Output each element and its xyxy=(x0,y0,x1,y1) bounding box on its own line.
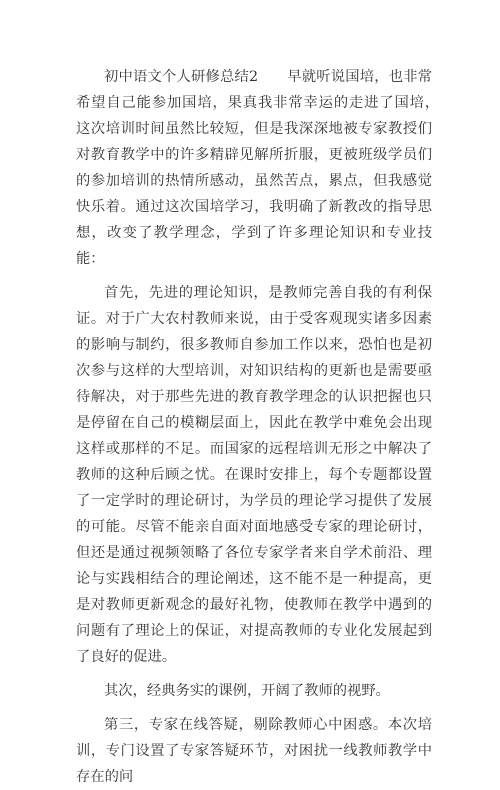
document-body xyxy=(76,64,447,790)
paragraph-first-point: 首先，先进的理论知识，是教师完善自我的有利保证。对于广大农村教师来说，由于受客观现实诸多因素的影响与制约，很多教师自参加工作以来，恐怕也是初次参与这样的大型培训，对知识结构的更新也是需要亟待解决，对于那些先进的教育教学理念的认识把握也只是停留在自己的模糊层面上，因此在教学中难免会出现这样或那样的不足。而国家的远程培训无形之中解决了教师的这种后顾之忧。在课时安排上，每个专题都设置了一定学时的理论研讨，为学员的理论学习提供了发展的可能。尽管不能亲自面对面地感受专家的理论研讨，但还是通过视频领略了各位专家学者来自学术前沿、理论与实践相结合的理论阐述，这不能不是一种提高，更是对教师更新观念的最好礼物，使教师在教学中遇到的问题有了理论上的保证，对提高教师的专业化发展起到了良好的促进。 xyxy=(76,285,432,665)
paragraph-second-point: 其次，经典务实的课例，开阔了教师的视野。 xyxy=(104,683,390,699)
paragraph-third-point: 第三，专家在线答疑，剔除教师心中困惑。本次培训，专门设置了专家答疑环节，对困扰一线教师教学中存在的问 xyxy=(76,717,432,785)
paragraph-intro: 初中语文个人研修总结2 早就听说国培，也非常希望自己能参加国培，果真我非常幸运的走进了国培， 这次培训时间虽然比较短，但是我深深地被专家教授们对教育教学中的许多精辟见解所折服，更被班级学员们的参加培训的热情所感动，虽然苦点，累点，但我感觉快乐着。通过这次国培学习，我明确了新教改的指导思想，改变了教学理念，学到了许多理论知识和专业技能： xyxy=(76,69,447,267)
